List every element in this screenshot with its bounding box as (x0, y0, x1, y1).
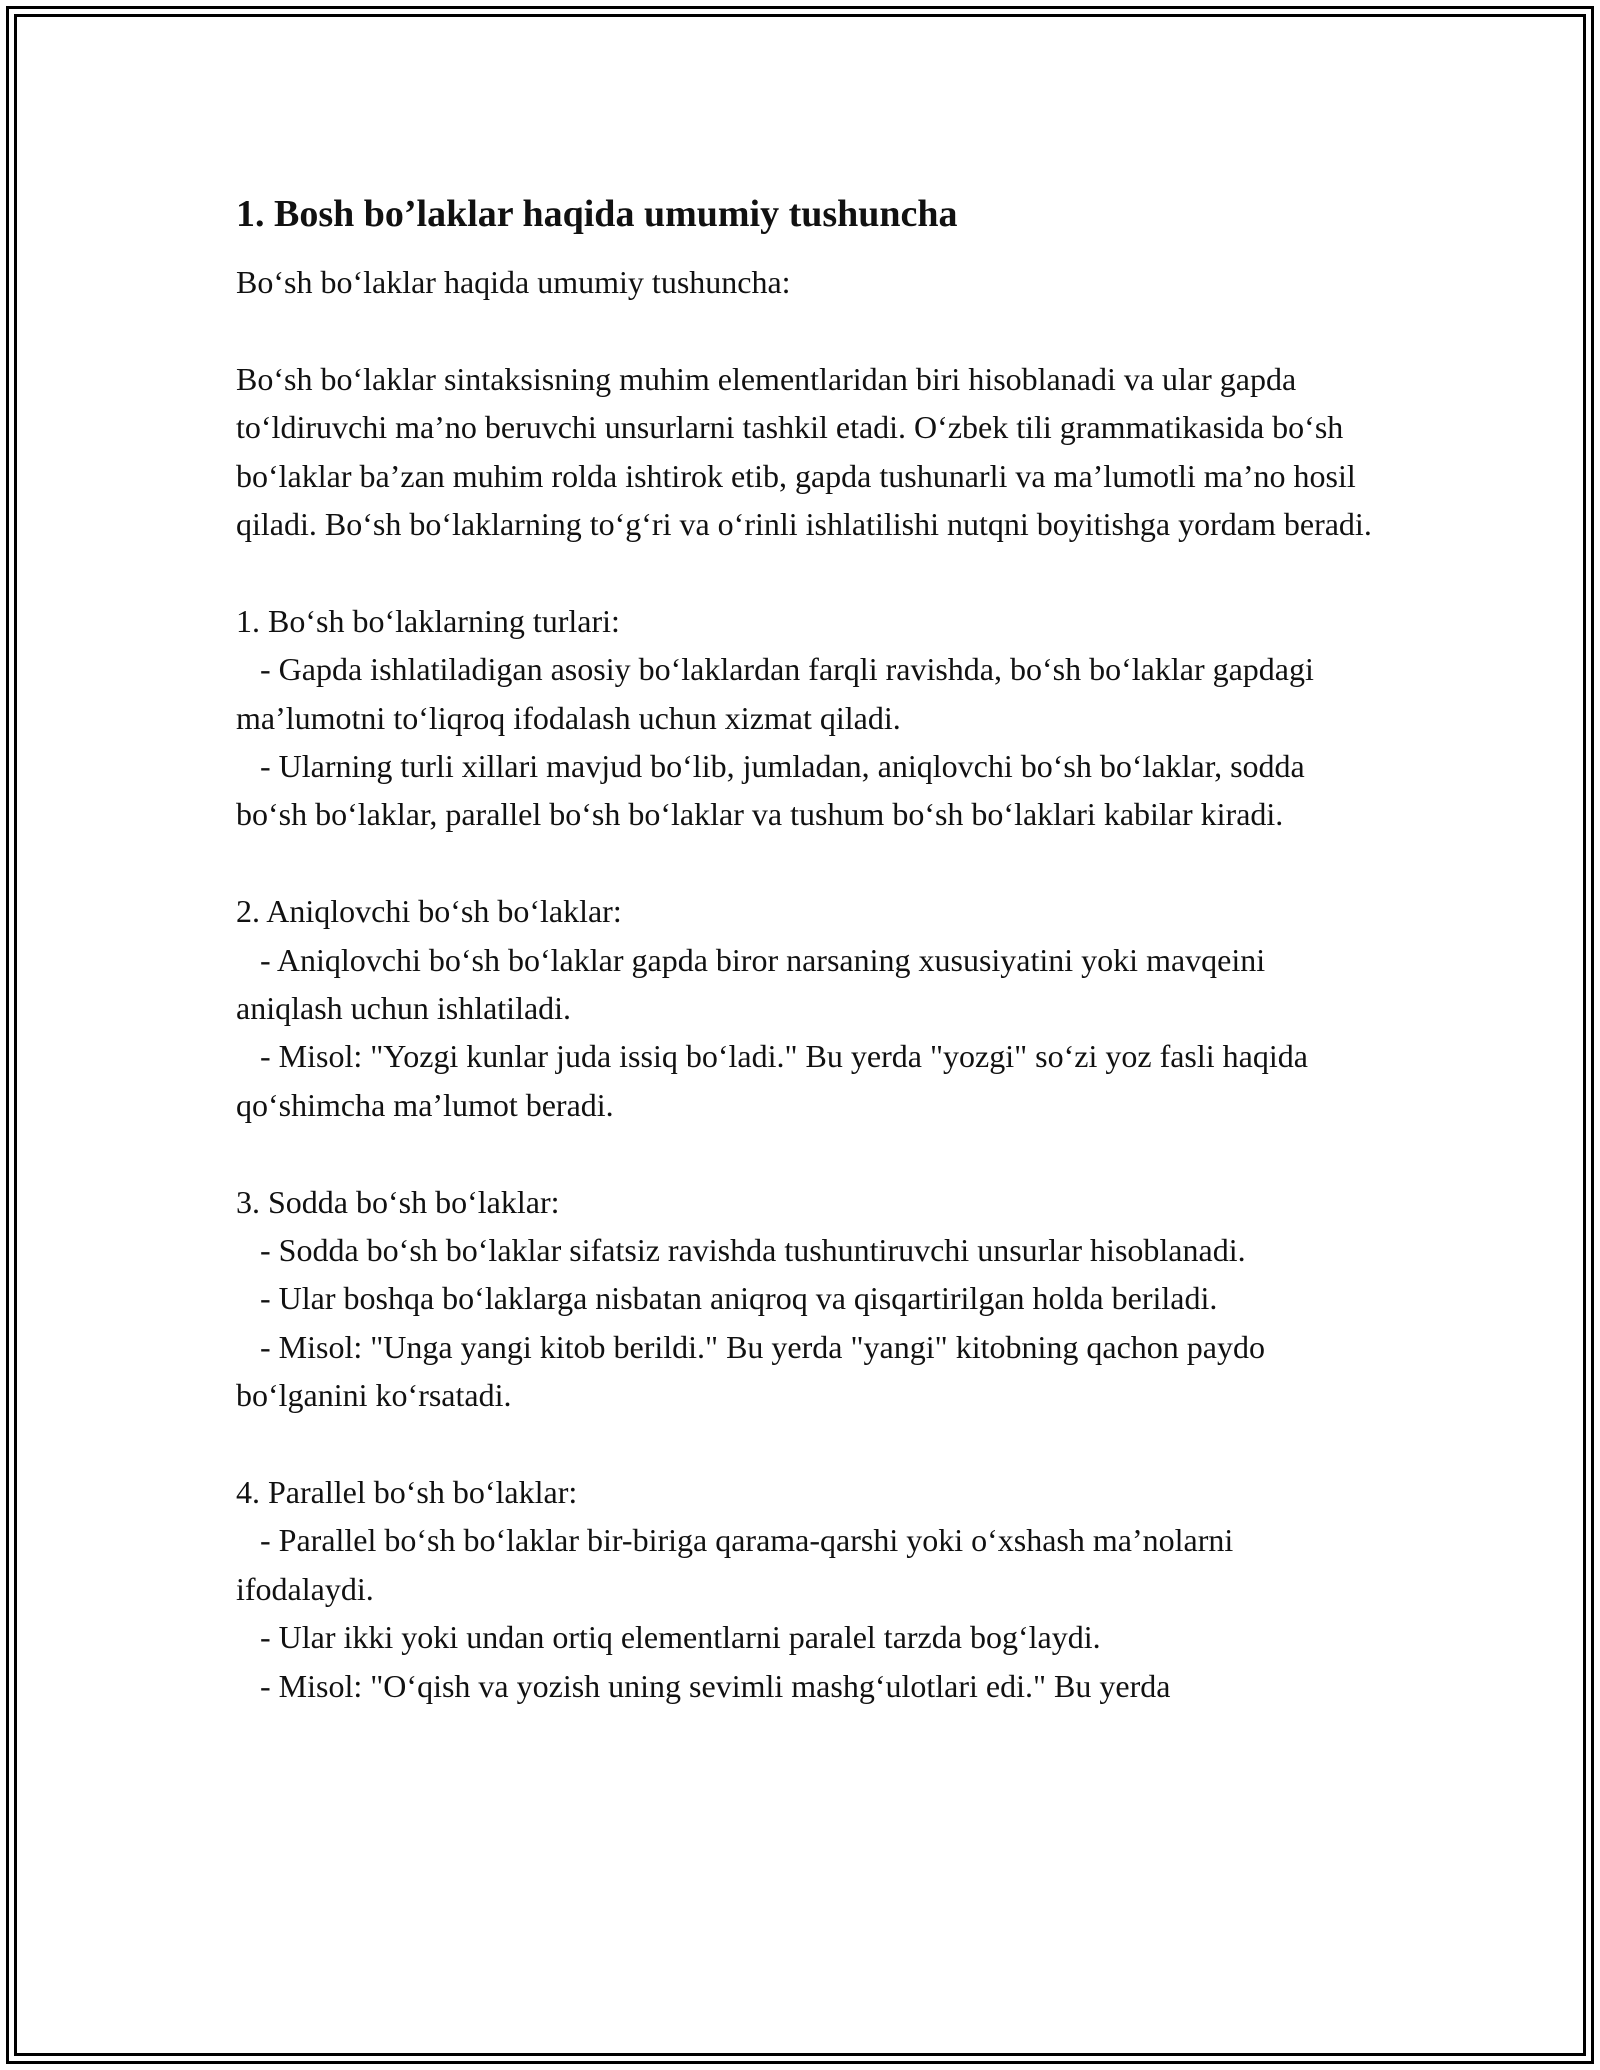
section-item: - Misol: "Unga yangi kitob berildi." Bu yerda "yangi" kitobning qachon paydo bo‘lganini ko‘rsatadi. (236, 1328, 1273, 1414)
section-item: - Misol: "Yozgi kunlar juda issiq bo‘ladi." Bu yerda "yozgi" so‘zi yoz fasli haqida qo‘shimcha ma’lumot beradi. (236, 1038, 1316, 1123)
section-item: - Ular ikki yoki undan ortiq elementlarni paralel tarzda bog‘laydi. (260, 1619, 1101, 1656)
section-item: - Sodda bo‘sh bo‘laklar sifatsiz ravishda tushuntiruvchi unsurlar hisoblanadi. (260, 1232, 1246, 1269)
section-title: 1. Bo‘sh bo‘laklarning turlari: (236, 602, 620, 639)
section-title: 3. Sodda bo‘sh bo‘laklar: (236, 1183, 560, 1220)
intro-paragraph: Bo‘sh bo‘laklar sintaksisning muhim elementlaridan biri hisoblanadi va ular gapda to‘ldiruvchi ma’no beruvchi unsurlarni tashkil etadi. O‘zbek tili grammatikasida bo‘sh bo‘laklar ba’zan muhim rolda ishtirok etib, gapda tushunarli va ma’lumotli ma’no hosil qiladi. Bo‘sh bo‘laklarning to‘g‘ri va o‘rinli ishlatilishi nutqni boyitishga yordam beradi. (236, 360, 1372, 543)
section-title: 2. Aniqlovchi bo‘sh bo‘laklar: (236, 893, 622, 930)
section-item: - Ularning turli xillari mavjud bo‘lib, jumladan, aniqlovchi bo‘sh bo‘laklar, sodda bo‘sh bo‘laklar, parallel bo‘sh bo‘laklar va tushum bo‘sh bo‘laklari kabilar kiradi. (236, 748, 1313, 833)
intro-label: Bo‘sh bo‘laklar haqida umumiy tushuncha: (236, 264, 791, 300)
document-page (236, 190, 1376, 1710)
section-item: - Ular boshqa bo‘laklarga nisbatan aniqroq va qisqartirilgan holda beriladi. (260, 1280, 1218, 1317)
document-heading: 1. Bosh bo’laklar haqida umumiy tushuncha (236, 193, 958, 235)
spacer (236, 1420, 1376, 1468)
section-item: - Aniqlovchi bo‘sh bo‘laklar gapda biror narsaning xususiyatini yoki mavqeini aniqlash uchun ishlatiladi. (236, 941, 1274, 1027)
spacer (236, 1129, 1376, 1177)
spacer (236, 548, 1376, 596)
section (236, 1468, 1376, 1710)
section-item: - Parallel bo‘sh bo‘laklar bir-biriga qarama-qarshi yoki o‘xshash ma’nolarni ifodalaydi. (236, 1522, 1242, 1607)
spacer (236, 306, 1376, 354)
section-title: 4. Parallel bo‘sh bo‘laklar: (236, 1474, 578, 1511)
section-item: - Gapda ishlatiladigan asosiy bo‘laklardan farqli ravishda, bo‘sh bo‘laklar gapdagi ma’lumotni to‘liqroq ifodalash uchun xizmat qiladi. (236, 651, 1322, 736)
section-item: - Misol: "O‘qish va yozish uning sevimli mashg‘ulotlari edi." Bu yerda (260, 1667, 1171, 1704)
section (236, 597, 1376, 839)
section (236, 887, 1376, 1129)
spacer (236, 839, 1376, 887)
section (236, 1178, 1376, 1420)
